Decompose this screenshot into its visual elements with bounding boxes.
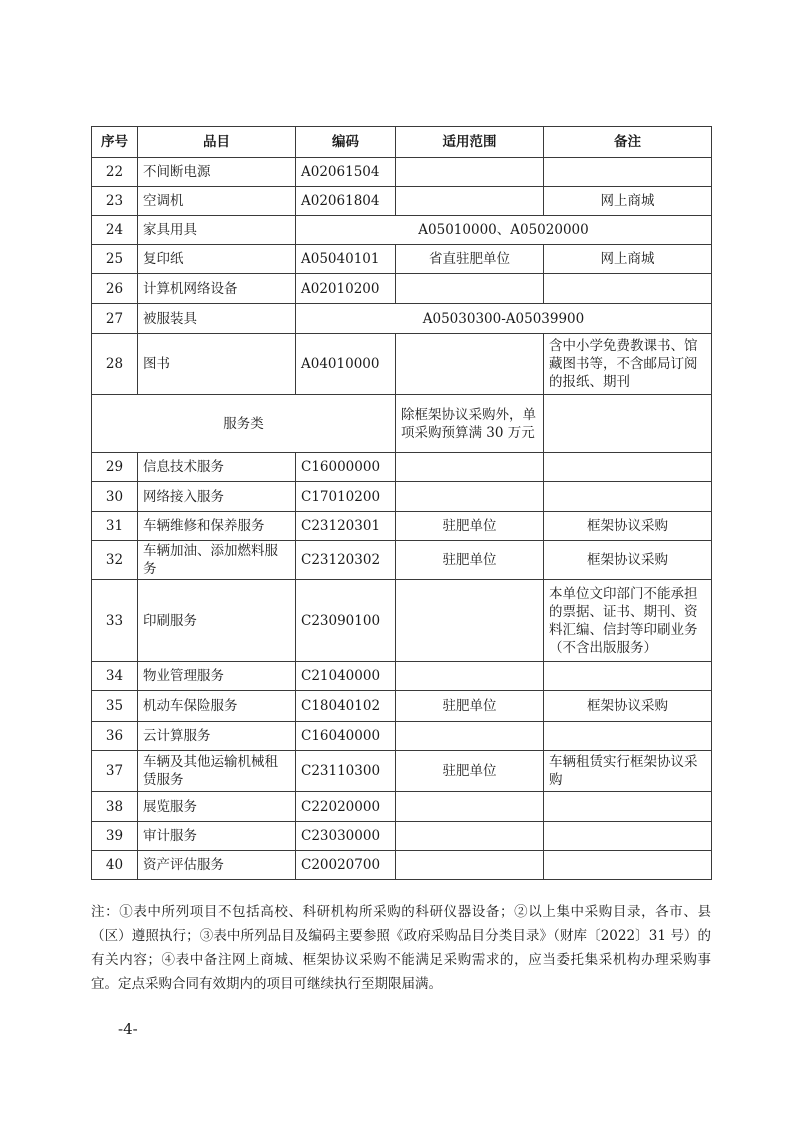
scope bbox=[396, 851, 544, 880]
item-code: C22020000 bbox=[296, 792, 396, 822]
remark: 框架协议采购 bbox=[544, 512, 712, 541]
scope: 驻肥单位 bbox=[396, 512, 544, 541]
item-name: 信息技术服务 bbox=[138, 453, 296, 482]
table-row bbox=[92, 751, 712, 792]
table-row bbox=[92, 580, 712, 662]
row-number: 26 bbox=[92, 274, 138, 304]
section-remark bbox=[544, 395, 712, 453]
remark: 含中小学免费教课书、馆藏图书等，不含邮局订阅的报纸、期刊 bbox=[544, 334, 712, 395]
remark: 网上商城 bbox=[544, 187, 712, 216]
item-name: 不间断电源 bbox=[138, 158, 296, 187]
row-number: 34 bbox=[92, 662, 138, 691]
item-name: 展览服务 bbox=[138, 792, 296, 822]
row-number: 23 bbox=[92, 187, 138, 216]
item-name: 被服装具 bbox=[138, 304, 296, 334]
row-number: 31 bbox=[92, 512, 138, 541]
scope: 驻肥单位 bbox=[396, 541, 544, 580]
item-name: 图书 bbox=[138, 334, 296, 395]
remark bbox=[544, 274, 712, 304]
item-name: 网络接入服务 bbox=[138, 482, 296, 512]
remark bbox=[544, 662, 712, 691]
item-code: A02061504 bbox=[296, 158, 396, 187]
item-code: A04010000 bbox=[296, 334, 396, 395]
row-number: 38 bbox=[92, 792, 138, 822]
item-code: C23110300 bbox=[296, 751, 396, 792]
item-name: 复印纸 bbox=[138, 245, 296, 274]
row-number: 32 bbox=[92, 541, 138, 580]
scope: 驻肥单位 bbox=[396, 751, 544, 792]
row-number: 30 bbox=[92, 482, 138, 512]
item-code: C16000000 bbox=[296, 453, 396, 482]
item-code: C21040000 bbox=[296, 662, 396, 691]
remark bbox=[544, 158, 712, 187]
table-row bbox=[92, 512, 712, 541]
item-name: 机动车保险服务 bbox=[138, 691, 296, 722]
row-number: 22 bbox=[92, 158, 138, 187]
table-row bbox=[92, 187, 712, 216]
remark bbox=[544, 453, 712, 482]
row-number: 25 bbox=[92, 245, 138, 274]
item-code: C17010200 bbox=[296, 482, 396, 512]
scope bbox=[396, 792, 544, 822]
row-number: 28 bbox=[92, 334, 138, 395]
remark bbox=[544, 482, 712, 512]
remark: 本单位文印部门不能承担的票据、证书、期刊、资料汇编、信封等印刷业务（不含出版服务） bbox=[544, 580, 712, 662]
scope bbox=[396, 662, 544, 691]
table-row bbox=[92, 851, 712, 880]
remark bbox=[544, 851, 712, 880]
procurement-catalog-table bbox=[91, 126, 712, 880]
row-number: 29 bbox=[92, 453, 138, 482]
item-name: 车辆及其他运输机械租赁服务 bbox=[138, 751, 296, 792]
item-name: 物业管理服务 bbox=[138, 662, 296, 691]
scope bbox=[396, 453, 544, 482]
table-row bbox=[92, 304, 712, 334]
row-number: 35 bbox=[92, 691, 138, 722]
item-name: 家具用具 bbox=[138, 216, 296, 245]
page-number: -4- bbox=[118, 1020, 138, 1038]
remark: 框架协议采购 bbox=[544, 691, 712, 722]
scope bbox=[396, 158, 544, 187]
item-name: 空调机 bbox=[138, 187, 296, 216]
row-number: 27 bbox=[92, 304, 138, 334]
item-code: A05040101 bbox=[296, 245, 396, 274]
scope bbox=[396, 334, 544, 395]
table-row bbox=[92, 245, 712, 274]
section-scope: 除框架协议采购外，单项采购预算满 30 万元 bbox=[396, 395, 544, 453]
table-row bbox=[92, 274, 712, 304]
table-row bbox=[92, 482, 712, 512]
table-row bbox=[92, 334, 712, 395]
scope: 省直驻肥单位 bbox=[396, 245, 544, 274]
item-code: C23120301 bbox=[296, 512, 396, 541]
scope bbox=[396, 722, 544, 751]
remark bbox=[544, 822, 712, 851]
table-row bbox=[92, 662, 712, 691]
remark: 车辆租赁实行框架协议采购 bbox=[544, 751, 712, 792]
item-code: C23030000 bbox=[296, 822, 396, 851]
row-number: 39 bbox=[92, 822, 138, 851]
footnote: 注：①表中所列项目不包括高校、科研机构所采购的科研仪器设备；②以上集中采购目录，各市、县（区）遵照执行；③表中所列品目及编码主要参照《政府采购品目分类目录》（财库〔2022〕31 号）的有关内容；④表中备注网上商城、框架协议采购不能满足采购需求的，应当委托集采机构办理采购事宜。定点采购合同有效期内的项目可继续执行至期限届满。 bbox=[91, 904, 711, 992]
scope bbox=[396, 822, 544, 851]
remark bbox=[544, 722, 712, 751]
item-name: 车辆维修和保养服务 bbox=[138, 512, 296, 541]
table-row bbox=[92, 792, 712, 822]
item-code: C18040102 bbox=[296, 691, 396, 722]
table-row bbox=[92, 691, 712, 722]
item-code: C23090100 bbox=[296, 580, 396, 662]
item-name: 审计服务 bbox=[138, 822, 296, 851]
header-scope: 适用范围 bbox=[396, 127, 544, 158]
item-name: 云计算服务 bbox=[138, 722, 296, 751]
remark: 网上商城 bbox=[544, 245, 712, 274]
section-row-services bbox=[92, 395, 712, 453]
header-no: 序号 bbox=[92, 127, 138, 158]
remark bbox=[544, 792, 712, 822]
scope bbox=[396, 482, 544, 512]
item-code: A02061804 bbox=[296, 187, 396, 216]
scope bbox=[396, 274, 544, 304]
remark: 框架协议采购 bbox=[544, 541, 712, 580]
code-range: A05030300-A05039900 bbox=[296, 304, 712, 334]
table-row bbox=[92, 822, 712, 851]
table-row bbox=[92, 722, 712, 751]
item-name: 资产评估服务 bbox=[138, 851, 296, 880]
row-number: 33 bbox=[92, 580, 138, 662]
header-item: 品目 bbox=[138, 127, 296, 158]
scope bbox=[396, 580, 544, 662]
table-row bbox=[92, 453, 712, 482]
row-number: 37 bbox=[92, 751, 138, 792]
item-name: 计算机网络设备 bbox=[138, 274, 296, 304]
item-name: 印刷服务 bbox=[138, 580, 296, 662]
scope: 驻肥单位 bbox=[396, 691, 544, 722]
row-number: 36 bbox=[92, 722, 138, 751]
table-header-row bbox=[92, 127, 712, 158]
table-row bbox=[92, 541, 712, 580]
item-name: 车辆加油、添加燃料服务 bbox=[138, 541, 296, 580]
header-code: 编码 bbox=[296, 127, 396, 158]
item-code: A02010200 bbox=[296, 274, 396, 304]
item-code: C23120302 bbox=[296, 541, 396, 580]
row-number: 24 bbox=[92, 216, 138, 245]
table-row bbox=[92, 216, 712, 245]
scope bbox=[396, 187, 544, 216]
item-code: C20020700 bbox=[296, 851, 396, 880]
header-remark: 备注 bbox=[544, 127, 712, 158]
code-range: A05010000、A05020000 bbox=[296, 216, 712, 245]
table-row bbox=[92, 158, 712, 187]
item-code: C16040000 bbox=[296, 722, 396, 751]
section-label: 服务类 bbox=[92, 395, 396, 453]
row-number: 40 bbox=[92, 851, 138, 880]
